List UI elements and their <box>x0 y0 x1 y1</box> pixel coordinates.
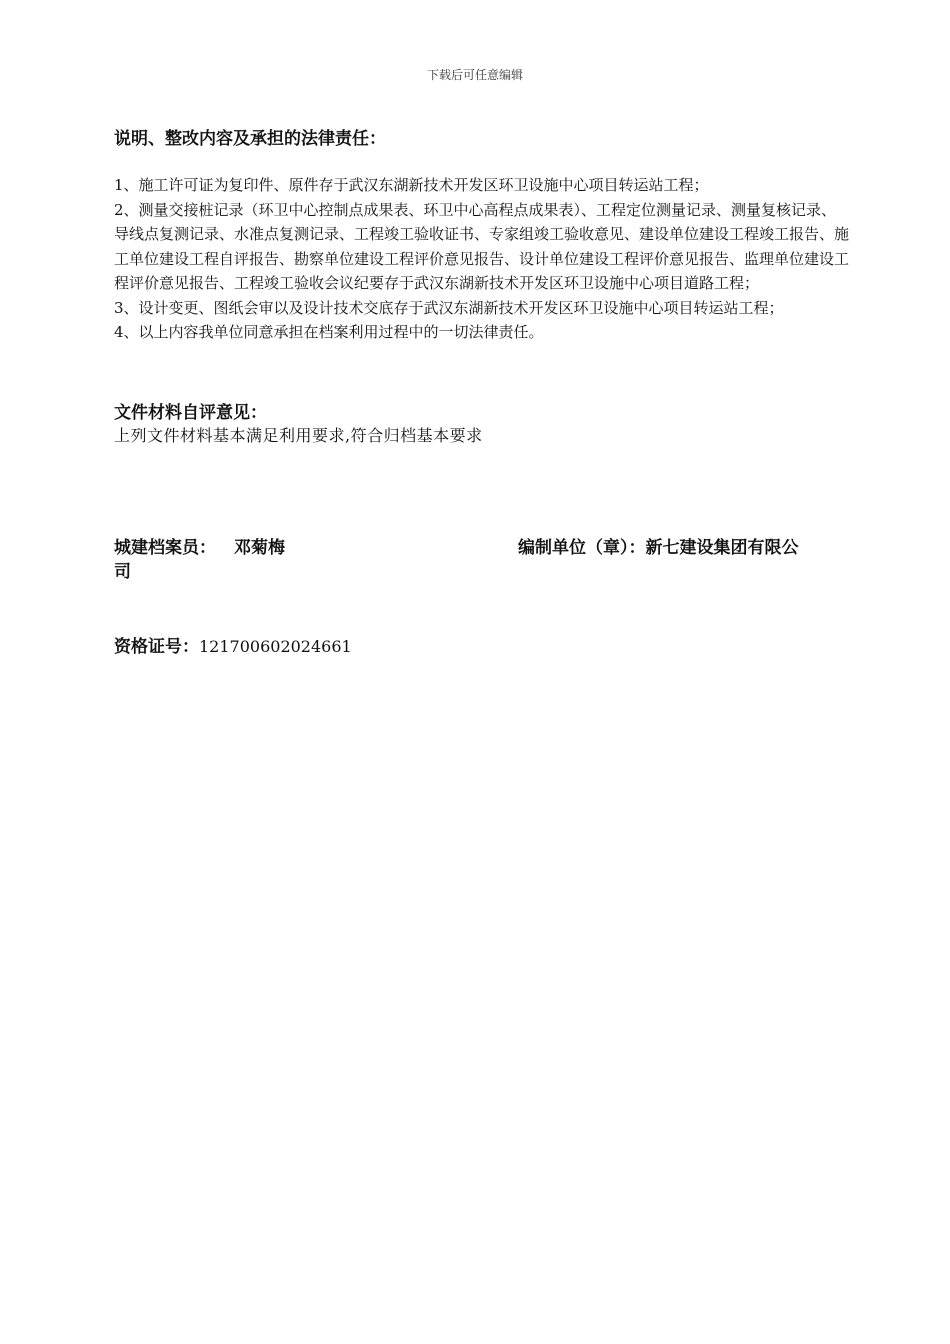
archivist-label: 城建档案员： <box>114 538 216 558</box>
explanation-item: 2、测量交接桩记录（环卫中心控制点成果表、环卫中心高程点成果表）、工程定位测量记录、测量复核记录、导线点复测记录、水准点复测记录、工程竣工验收证书、专家组竣工验收意见、建设单位建设工程竣工报告、施工单位建设工程自评报告、勘察单位建设工程评价意见报告、设计单位建设工程评价意见报告、监理单位建设工程评价意见报告、工程竣工验收会议纪要存于武汉东湖新技术开发区环卫设施中心项目道路工程； <box>114 200 850 292</box>
unit-name: 新七建设集团有限公 <box>645 538 799 558</box>
certificate-line <box>114 632 352 657</box>
explanation-item: 4、以上内容我单位同意承担在档案利用过程中的一切法律责任。 <box>114 323 544 341</box>
archivist-signature <box>114 533 285 558</box>
explanation-item: 1、施工许可证为复印件、原件存于武汉东湖新技术开发区环卫设施中心项目转运站工程； <box>114 176 709 194</box>
self-assessment-heading: 文件材料自评意见： <box>114 403 267 423</box>
certificate-number: 121700602024661 <box>199 637 352 656</box>
page-header-note: 下载后可任意编辑 <box>426 68 523 82</box>
explanation-item: 3、设计变更、图纸会审以及设计技术交底存于武汉东湖新技术开发区环卫设施中心项目转运站工程； <box>114 298 784 317</box>
unit-name-wrap: 司 <box>114 562 131 582</box>
signature-row <box>114 533 850 583</box>
compiling-unit <box>518 533 799 558</box>
archivist-name: 邓菊梅 <box>234 538 285 558</box>
certificate-label: 资格证号： <box>114 637 199 657</box>
explanation-heading: 说明、整改内容及承担的法律责任： <box>114 129 386 149</box>
self-assessment-text: 上列文件材料基本满足利用要求,符合归档基本要求 <box>114 426 483 445</box>
unit-label: 编制单位（章）： <box>518 538 646 558</box>
explanation-list <box>114 173 850 345</box>
